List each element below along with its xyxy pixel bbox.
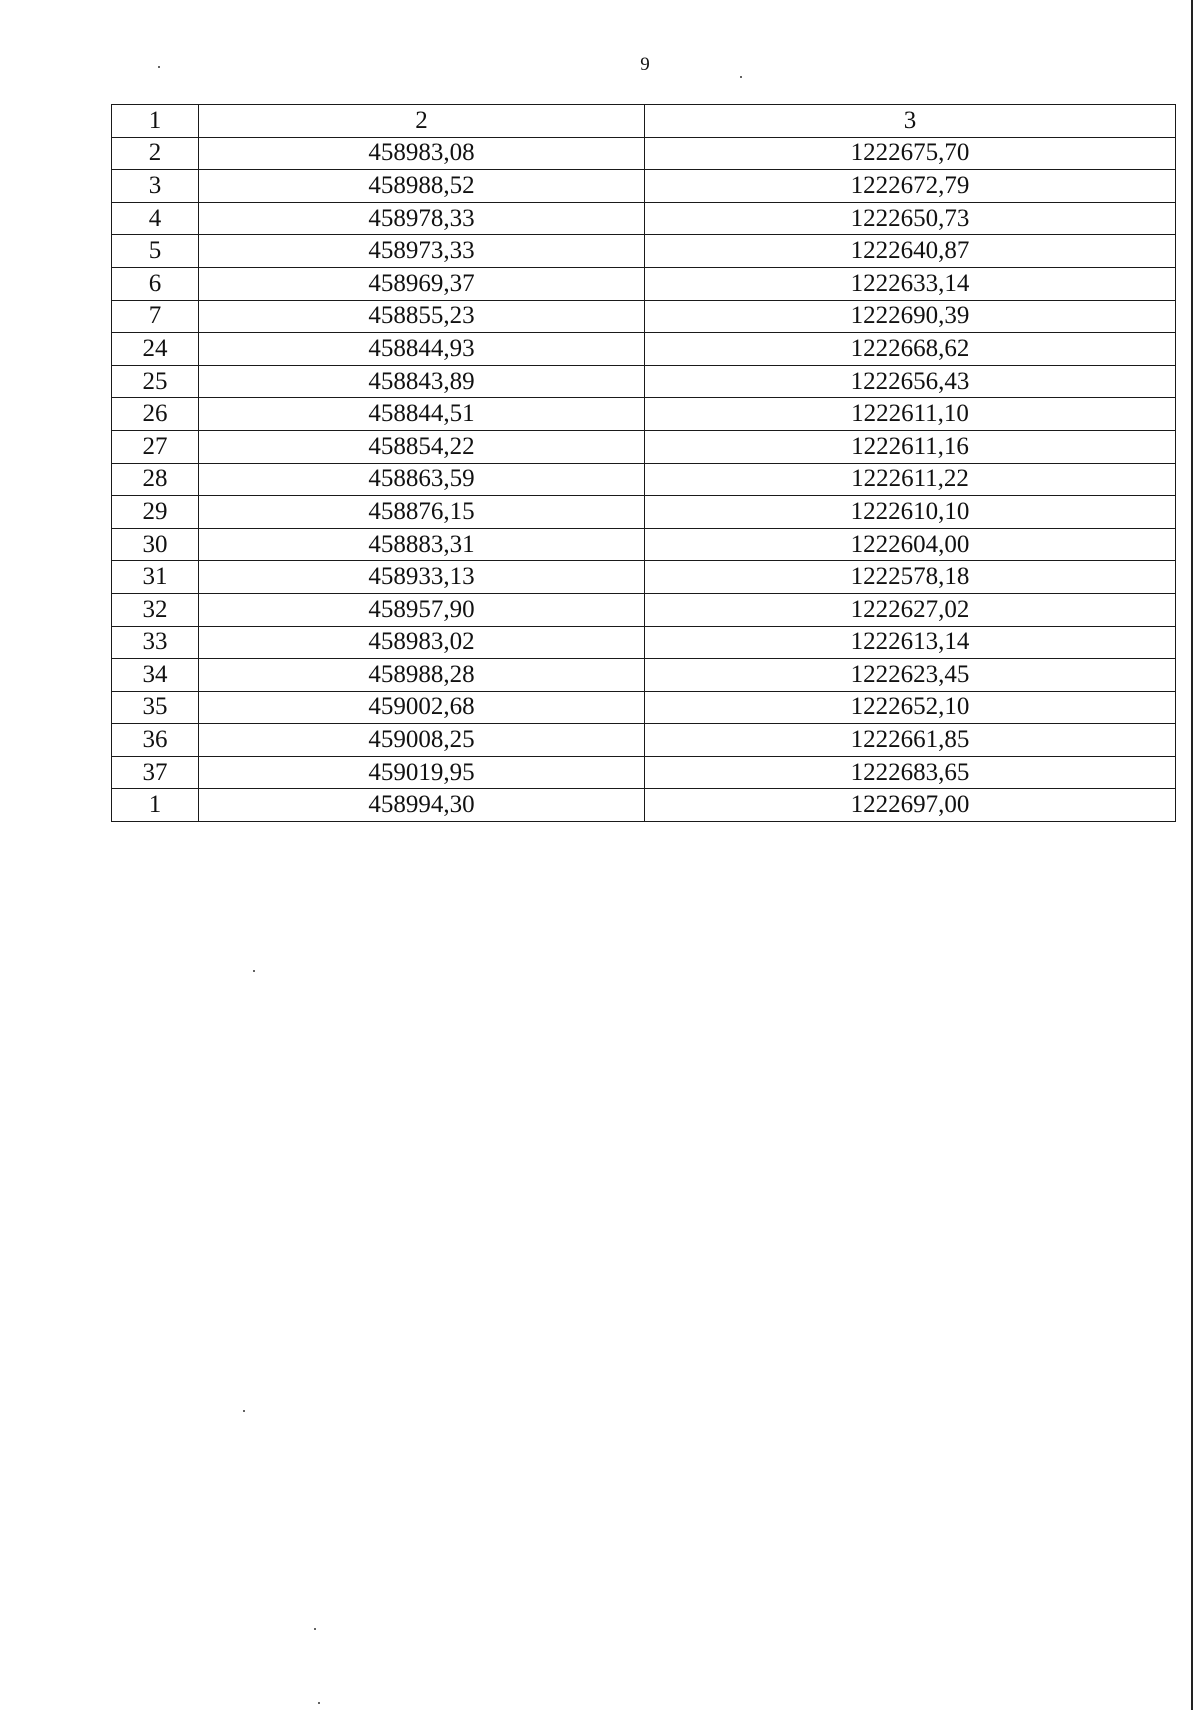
cell-x-coordinate: 458969,37 [199,267,645,300]
cell-y-coordinate: 1222650,73 [645,202,1176,235]
header-cell-x: 2 [199,105,645,138]
cell-x-coordinate: 458855,23 [199,300,645,333]
header-cell-point-number: 1 [112,105,199,138]
cell-y-coordinate: 1222578,18 [645,561,1176,594]
scan-speck [253,970,255,972]
cell-x-coordinate: 459019,95 [199,756,645,789]
scan-speck [318,1702,320,1704]
cell-y-coordinate: 1222611,22 [645,463,1176,496]
cell-y-coordinate: 1222690,39 [645,300,1176,333]
table-row [112,267,1176,300]
table-row [112,691,1176,724]
cell-x-coordinate: 458994,30 [199,789,645,822]
cell-x-coordinate: 458844,51 [199,398,645,431]
cell-y-coordinate: 1222604,00 [645,528,1176,561]
cell-y-coordinate: 1222652,10 [645,691,1176,724]
cell-point-number: 33 [112,626,199,659]
cell-y-coordinate: 1222683,65 [645,756,1176,789]
cell-point-number: 35 [112,691,199,724]
cell-point-number: 29 [112,496,199,529]
table-row [112,528,1176,561]
table-header-row [112,105,1176,138]
coordinates-table-body [112,105,1176,822]
cell-x-coordinate: 458876,15 [199,496,645,529]
table-row [112,463,1176,496]
cell-y-coordinate: 1222640,87 [645,235,1176,268]
cell-y-coordinate: 1222661,85 [645,724,1176,757]
table-row [112,170,1176,203]
cell-x-coordinate: 458988,52 [199,170,645,203]
cell-point-number: 5 [112,235,199,268]
table-row [112,496,1176,529]
cell-point-number: 31 [112,561,199,594]
cell-point-number: 28 [112,463,199,496]
cell-y-coordinate: 1222672,79 [645,170,1176,203]
cell-y-coordinate: 1222697,00 [645,789,1176,822]
cell-x-coordinate: 458983,02 [199,626,645,659]
cell-y-coordinate: 1222675,70 [645,137,1176,170]
table-row [112,724,1176,757]
table-row [112,626,1176,659]
cell-point-number: 4 [112,202,199,235]
cell-point-number: 24 [112,333,199,366]
cell-point-number: 32 [112,593,199,626]
cell-x-coordinate: 458988,28 [199,659,645,692]
cell-y-coordinate: 1222611,16 [645,430,1176,463]
table-row [112,235,1176,268]
cell-point-number: 25 [112,365,199,398]
cell-y-coordinate: 1222613,14 [645,626,1176,659]
cell-x-coordinate: 459002,68 [199,691,645,724]
cell-y-coordinate: 1222668,62 [645,333,1176,366]
cell-x-coordinate: 458843,89 [199,365,645,398]
cell-point-number: 3 [112,170,199,203]
scan-speck [243,1410,245,1412]
table-row [112,365,1176,398]
cell-point-number: 30 [112,528,199,561]
table-row [112,561,1176,594]
page-number: 9 [640,54,650,75]
table-row [112,593,1176,626]
cell-y-coordinate: 1222611,10 [645,398,1176,431]
cell-point-number: 36 [112,724,199,757]
cell-point-number: 34 [112,659,199,692]
table-row [112,659,1176,692]
cell-point-number: 1 [112,789,199,822]
cell-point-number: 2 [112,137,199,170]
cell-x-coordinate: 458978,33 [199,202,645,235]
cell-point-number: 26 [112,398,199,431]
cell-point-number: 37 [112,756,199,789]
cell-x-coordinate: 458854,22 [199,430,645,463]
cell-point-number: 7 [112,300,199,333]
cell-y-coordinate: 1222656,43 [645,365,1176,398]
table-row [112,333,1176,366]
table-row [112,789,1176,822]
cell-x-coordinate: 459008,25 [199,724,645,757]
cell-x-coordinate: 458973,33 [199,235,645,268]
cell-y-coordinate: 1222633,14 [645,267,1176,300]
cell-x-coordinate: 458863,59 [199,463,645,496]
cell-x-coordinate: 458957,90 [199,593,645,626]
table-row [112,202,1176,235]
coordinates-table [111,104,1176,822]
table-row [112,137,1176,170]
table-row [112,398,1176,431]
scan-edge-line [1191,0,1193,1710]
cell-x-coordinate: 458844,93 [199,333,645,366]
table-row [112,300,1176,333]
scan-speck [740,76,742,78]
cell-x-coordinate: 458883,31 [199,528,645,561]
cell-x-coordinate: 458983,08 [199,137,645,170]
scan-speck [314,1628,316,1630]
cell-y-coordinate: 1222627,02 [645,593,1176,626]
table-row [112,430,1176,463]
cell-point-number: 27 [112,430,199,463]
cell-point-number: 6 [112,267,199,300]
cell-x-coordinate: 458933,13 [199,561,645,594]
header-cell-y: 3 [645,105,1176,138]
cell-y-coordinate: 1222610,10 [645,496,1176,529]
cell-y-coordinate: 1222623,45 [645,659,1176,692]
table-row [112,756,1176,789]
